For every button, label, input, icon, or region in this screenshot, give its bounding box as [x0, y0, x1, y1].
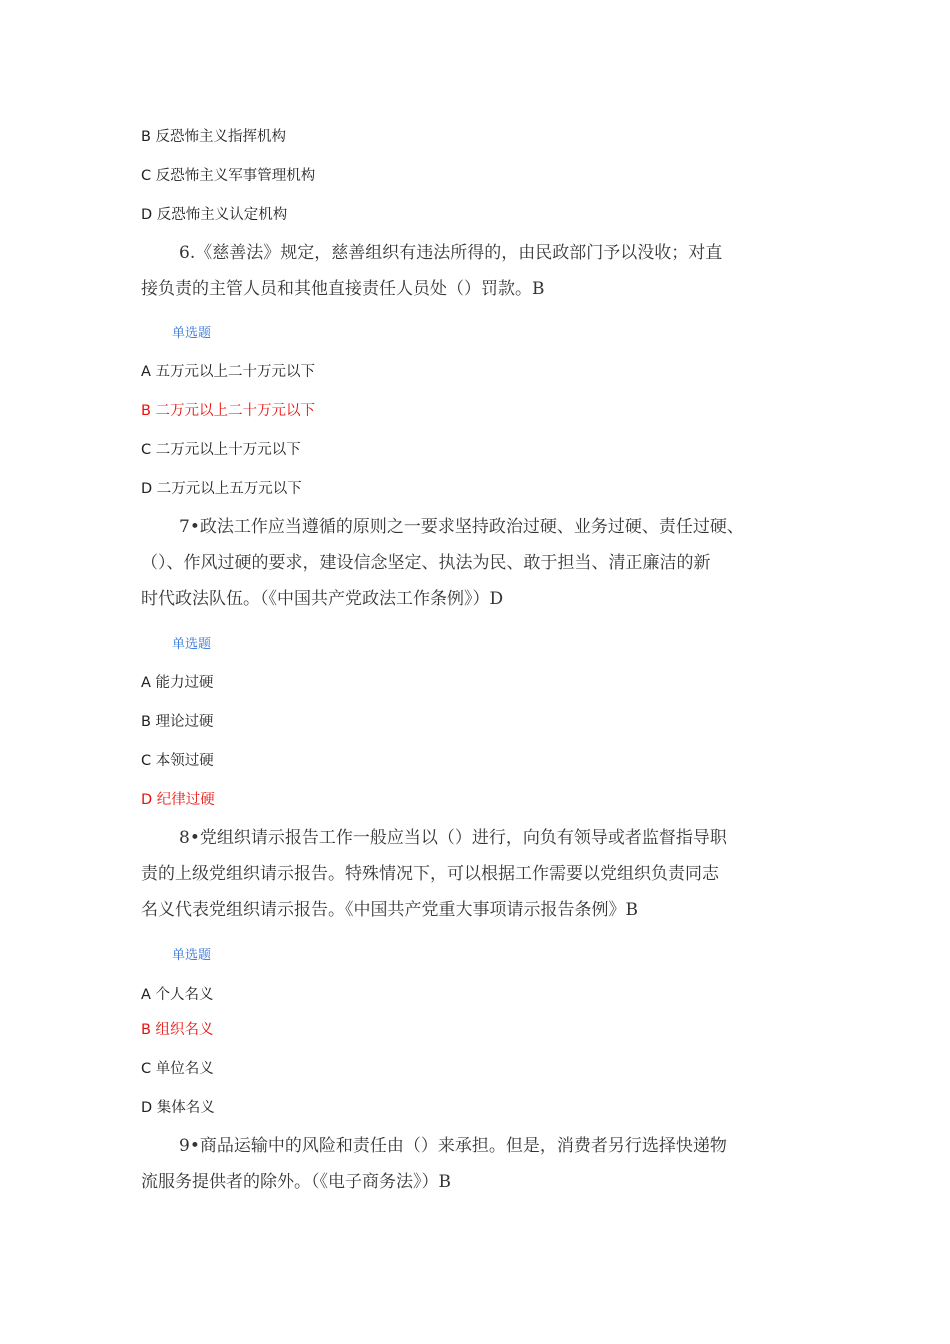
question-line: 流服务提供者的除外。（《电子商务法》）B — [141, 1172, 451, 1192]
option-c: C 二万元以上十万元以下 — [141, 442, 301, 458]
option-a: A 个人名义 — [141, 987, 214, 1003]
option-d: D 二万元以上五万元以下 — [141, 481, 302, 497]
option-b: B 反恐怖主义指挥机构 — [141, 129, 287, 145]
option-d: D 反恐怖主义认定机构 — [141, 207, 288, 223]
question-line: 名义代表党组织请示报告。《中国共产党重大事项请示报告条例》B — [141, 900, 638, 920]
option-b: B 理论过硬 — [141, 714, 214, 730]
option-c: C 反恐怖主义军事管理机构 — [141, 168, 316, 184]
question-line: 7•政法工作应当遵循的原则之一要求坚持政治过硬、业务过硬、责任过硬、 — [179, 517, 744, 537]
question-type-label: 单选题 — [172, 637, 212, 652]
question-line: 6.《慈善法》规定，慈善组织有违法所得的，由民政部门予以没收；对直 — [179, 243, 723, 263]
question-9-text — [141, 1128, 801, 1200]
option-b-correct: B 二万元以上二十万元以下 — [141, 403, 316, 419]
question-8-text — [141, 820, 801, 928]
question-line: 责的上级党组织请示报告。特殊情况下，可以根据工作需要以党组织负责同志 — [141, 864, 719, 884]
option-d-correct: D 纪律过硬 — [141, 792, 215, 808]
question-line: （）、作风过硬的要求，建设信念坚定、执法为民、敢于担当、清正廉洁的新 — [141, 553, 711, 573]
option-d: D 集体名义 — [141, 1100, 215, 1116]
question-line: 时代政法队伍。（《中国共产党政法工作条例》）D — [141, 589, 504, 609]
option-a: A 能力过硬 — [141, 675, 214, 691]
question-line: 接负责的主管人员和其他直接责任人员处（）罚款。B — [141, 279, 545, 299]
question-6-text — [141, 235, 801, 307]
question-line: 9•商品运输中的风险和责任由（）来承担。但是，消费者另行选择快递物 — [179, 1136, 727, 1156]
option-b-correct: B 组织名义 — [141, 1022, 214, 1038]
question-line: 8•党组织请示报告工作一般应当以（）进行，向负有领导或者监督指导职 — [179, 828, 727, 848]
option-c: C 单位名义 — [141, 1061, 214, 1077]
option-c: C 本领过硬 — [141, 753, 214, 769]
option-a: A 五万元以上二十万元以下 — [141, 364, 316, 380]
question-type-label: 单选题 — [172, 326, 212, 341]
question-7-text — [141, 509, 801, 617]
question-type-label: 单选题 — [172, 948, 212, 963]
